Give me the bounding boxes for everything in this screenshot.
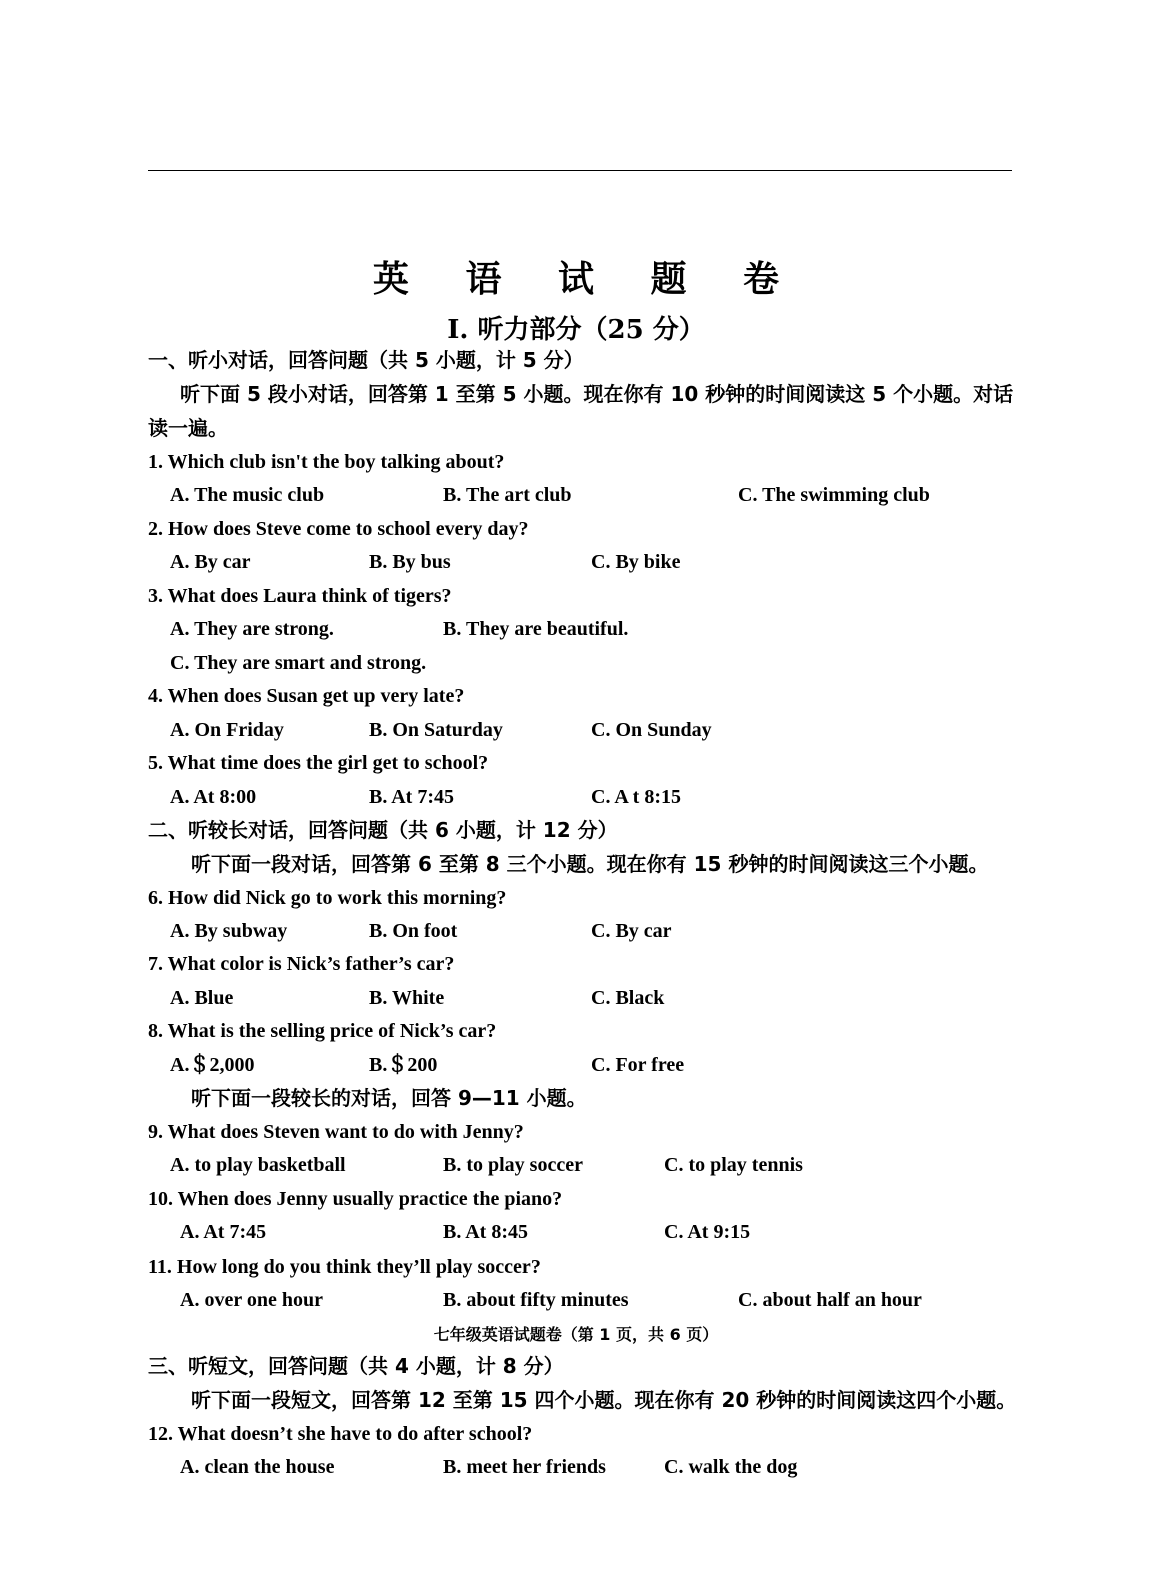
q4-option-b: B. On Saturday: [369, 719, 503, 741]
q3-option-b: B. They are beautiful.: [443, 618, 629, 640]
q12-option-c: C. walk the dog: [664, 1456, 798, 1478]
q6-option-b: B. On foot: [369, 920, 458, 942]
q5-option-c: C. A t 8:15: [591, 786, 681, 808]
section-1-instruction: 听下面 5 段小对话，回答第 1 至第 5 小题。现在你有 10 秒钟的时间阅读这 5 个小题。对话: [180, 382, 1014, 406]
q2-option-b: B. By bus: [369, 551, 451, 573]
q8-option-a: A.＄2,000: [170, 1054, 255, 1076]
question-4: 4. When does Susan get up very late?: [148, 685, 465, 707]
section-3-heading: 三、听短文，回答问题（共 4 小题，计 8 分）: [148, 1354, 564, 1378]
q11-option-b: B. about fifty minutes: [443, 1289, 629, 1311]
q10-option-b: B. At 8:45: [443, 1221, 528, 1243]
q2-option-a: A. By car: [170, 551, 251, 573]
q11-option-c: C. about half an hour: [738, 1289, 922, 1311]
question-5: 5. What time does the girl get to school?: [148, 752, 489, 774]
q1-option-b: B. The art club: [443, 484, 572, 506]
q5-option-a: A. At 8:00: [170, 786, 257, 808]
question-12: 12. What doesn’t she have to do after school?: [148, 1423, 533, 1445]
question-10: 10. When does Jenny usually practice the piano?: [148, 1188, 563, 1210]
section-1-instruction-cont: 读一遍。: [148, 416, 228, 440]
q8-option-c: C. For free: [591, 1054, 685, 1076]
page-footer: 七年级英语试题卷（第 1 页，共 6 页）: [433, 1325, 719, 1344]
section-2-heading: 二、听较长对话，回答问题（共 6 小题，计 12 分）: [148, 818, 618, 842]
q6-option-c: C. By car: [591, 920, 672, 942]
q9-option-b: B. to play soccer: [443, 1154, 583, 1176]
question-6: 6. How did Nick go to work this morning?: [148, 887, 507, 909]
q4-option-a: A. On Friday: [170, 719, 284, 741]
q10-option-c: C. At 9:15: [664, 1221, 751, 1243]
q11-option-a: A. over one hour: [180, 1289, 323, 1311]
page-title: 英 语 试 题 卷: [372, 259, 802, 300]
q6-option-a: A. By subway: [170, 920, 288, 942]
q7-option-b: B. White: [369, 987, 445, 1009]
question-3: 3. What does Laura think of tigers?: [148, 585, 452, 607]
question-11: 11. How long do you think they’ll play soccer?: [148, 1256, 541, 1278]
question-9: 9. What does Steven want to do with Jenny?: [148, 1121, 524, 1143]
q12-option-a: A. clean the house: [180, 1456, 335, 1478]
q4-option-c: C. On Sunday: [591, 719, 712, 741]
q10-option-a: A. At 7:45: [180, 1221, 267, 1243]
q7-option-a: A. Blue: [170, 987, 234, 1009]
question-1: 1. Which club isn't the boy talking about?: [148, 451, 505, 473]
header-rule: [148, 170, 1012, 171]
q1-option-c: C. The swimming club: [738, 484, 930, 506]
q3-option-a: A. They are strong.: [170, 618, 334, 640]
question-7: 7. What color is Nick’s father’s car?: [148, 953, 455, 975]
section-2-instruction-2: 听下面一段较长的对话，回答 9—11 小题。: [191, 1086, 587, 1110]
q2-option-c: C. By bike: [591, 551, 681, 573]
q7-option-c: C. Black: [591, 987, 665, 1009]
section-1-heading: 一、听小对话，回答问题（共 5 小题，计 5 分）: [148, 348, 584, 372]
question-2: 2. How does Steve come to school every day?: [148, 518, 529, 540]
q9-option-c: C. to play tennis: [664, 1154, 803, 1176]
q8-option-b: B.＄200: [369, 1054, 438, 1076]
q9-option-a: A. to play basketball: [170, 1154, 346, 1176]
q12-option-b: B. meet her friends: [443, 1456, 606, 1478]
section-2-instruction: 听下面一段对话，回答第 6 至第 8 三个小题。现在你有 15 秒钟的时间阅读这三个小题。: [191, 852, 989, 876]
part-heading: Ⅰ. 听力部分（25 分）: [447, 315, 705, 345]
q5-option-b: B. At 7:45: [369, 786, 454, 808]
question-8: 8. What is the selling price of Nick’s car?: [148, 1020, 497, 1042]
q1-option-a: A. The music club: [170, 484, 325, 506]
q3-option-c: C. They are smart and strong.: [170, 652, 427, 674]
section-3-instruction: 听下面一段短文，回答第 12 至第 15 四个小题。现在你有 20 秒钟的时间阅读这四个小题。: [191, 1388, 1017, 1412]
